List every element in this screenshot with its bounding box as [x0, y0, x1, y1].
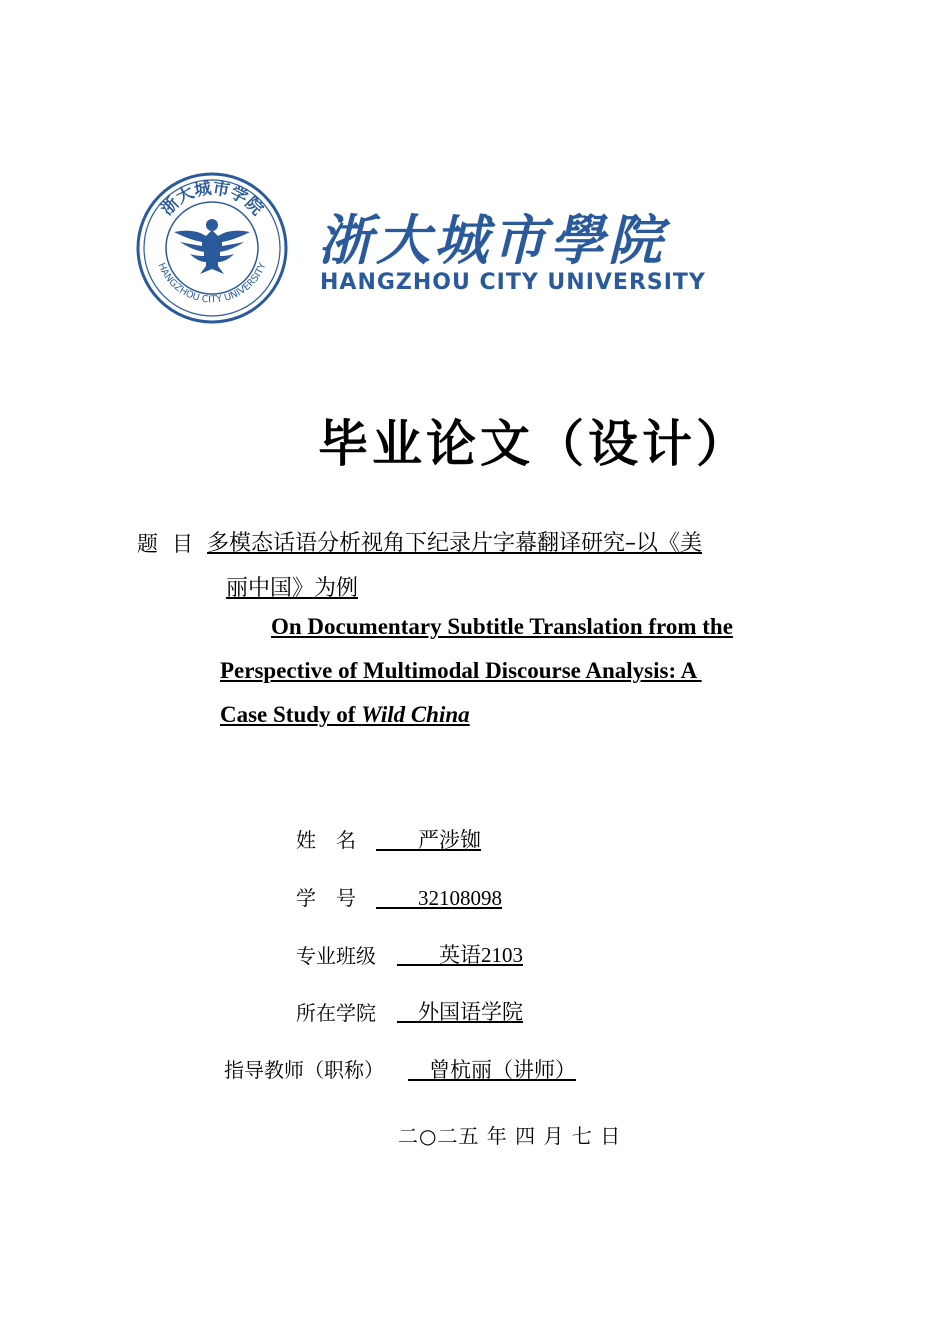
- student-id-label: 学 号: [296, 886, 356, 910]
- advisor-label: 指导教师（职称）: [224, 1058, 384, 1082]
- advisor-value: 曾杭丽（讲师）: [408, 1058, 576, 1082]
- student-id-value: 32108098: [376, 886, 502, 910]
- university-name-en: HANGZHOU CITY UNIVERSITY: [320, 270, 706, 295]
- thesis-title-cn-line-1: 多模态话语分析视角下纪录片字幕翻译研究–以《美: [207, 531, 703, 556]
- university-name-cn: 浙大城市學院: [318, 208, 666, 272]
- major-class-label: 专业班级: [296, 944, 376, 968]
- name-label: 姓 名: [296, 828, 356, 852]
- school-value: 外国语学院: [397, 1000, 523, 1024]
- name-value: 严涉铷: [376, 828, 481, 852]
- thesis-title-cn-line-2: 丽中国》为例: [226, 576, 359, 601]
- school-label: 所在学院: [296, 1001, 376, 1025]
- topic-label: [137, 528, 193, 558]
- title-prefix: Case Study of: [220, 702, 362, 727]
- university-seal-logo: [134, 170, 290, 326]
- seal-text-cn: 浙大城市学院: [157, 178, 267, 220]
- title-italic-work: Wild China: [361, 702, 470, 727]
- topic-label-char-2: 目: [172, 532, 193, 556]
- major-class-value: 英语2103: [397, 943, 523, 967]
- topic-label-char-1: 题: [137, 532, 158, 556]
- thesis-title-en-line-2: Perspective of Multimodal Discourse Analysis: A: [220, 658, 702, 683]
- thesis-title-en-line-3: [220, 702, 470, 728]
- submission-date: 二○二五 年 四 月 七 日: [398, 1124, 622, 1148]
- seal-text-en: HANGZHOU CITY UNIVERSITY: [155, 261, 269, 306]
- eagle-icon: [174, 219, 250, 274]
- thesis-title-en-line-1: On Documentary Subtitle Translation from the: [271, 614, 733, 639]
- page-title: 毕业论文（设计）: [318, 415, 750, 473]
